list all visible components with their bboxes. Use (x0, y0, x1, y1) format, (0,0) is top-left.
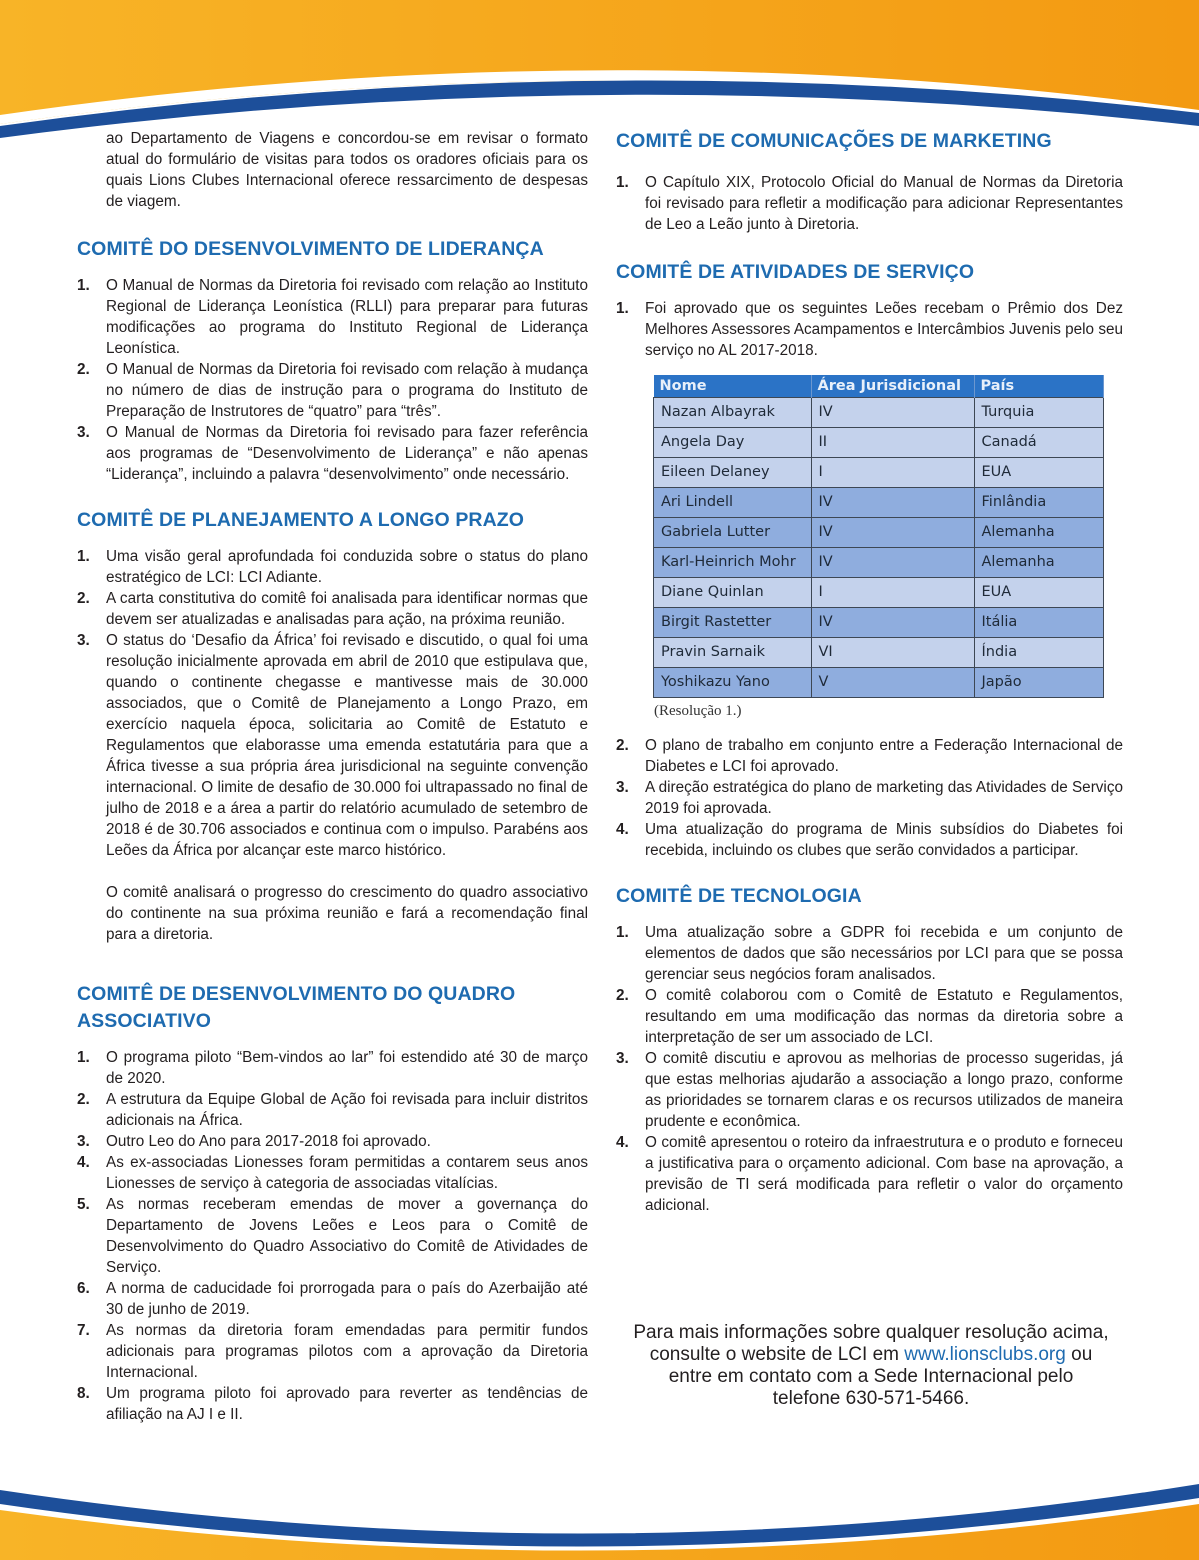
left-column (77, 128, 588, 1425)
list-item: 1. O Manual de Normas da Diretoria foi revisado com relação ao Instituto Regional de Liderança Leonística (RLLI) para preparar para futuras modificações ao programa do Instituto Regional de Liderança Leonística. (77, 277, 588, 357)
intro-paragraph: ao Departamento de Viagens e concordou-se em revisar o formato atual do formulário de visitas para todos os oradores oficiais para os quais Lions Clubes Internacional oferece ressarcimento de despesas de viagem. (106, 130, 588, 210)
table-row: Diane Quinlan I EUA (654, 578, 1104, 608)
website-link[interactable]: www.lionsclubs.org (904, 1344, 1066, 1365)
column-header-country: País (974, 375, 1104, 398)
list-item: 4. As ex-associadas Lionesses foram permitidas a contarem seus anos Lionesses de serviço à categoria de associadas vitalícias. (77, 1154, 588, 1192)
list-item: 2. A carta constitutiva do comitê foi analisada para identificar normas que devem ser atualizadas e analisadas para ação, na próxima reunião. (77, 590, 588, 628)
list-item: 6. A norma de caducidade foi prorrogada para o país do Azerbaijão até 30 de junho de 2019. (77, 1280, 588, 1318)
list-item: 1. O programa piloto “Bem-vindos ao lar” foi estendido até 30 de março de 2020. (77, 1049, 588, 1087)
list-item: 4. O comitê apresentou o roteiro da infraestrutura e o produto e forneceu a justificativa para o orçamento adicional. Com base na aprovação, a previsão de TI será modificada para refletir o valor do orçamento adicional. (616, 1134, 1123, 1214)
section-title-long-range: COMITÊ DE PLANEJAMENTO A LONGO PRAZO (77, 509, 525, 531)
marketing-list (616, 172, 1123, 235)
contact-line-1: Para mais informações sobre qualquer resolução acima, (633, 1322, 1109, 1343)
table-caption: (Resolução 1.) (654, 703, 742, 719)
section-title-marketing: COMITÊ DE COMUNICAÇÕES DE MARKETING (616, 130, 1052, 152)
service-list-rest (616, 735, 1123, 861)
table-row: Karl-Heinrich Mohr IV Alemanha (654, 548, 1104, 578)
list-item: 3. O comitê discutiu e aprovou as melhorias de processo sugeridas, já que estas melhorias ajudarão a associação a longo prazo, conforme as prioridades se tornarem claras e os recursos utilizados de maneira prudente e econômica. (616, 1050, 1123, 1130)
bottom-banner (0, 1470, 1199, 1560)
list-item: 3. Outro Leo do Ano para 2017-2018 foi aprovado. (77, 1133, 431, 1150)
list-item: 4. Uma atualização do programa de Minis subsídios do Diabetes foi recebida, incluindo os clubes que serão convidados a participar. (616, 821, 1123, 859)
list-item: 2. O Manual de Normas da Diretoria foi revisado com relação à mudança no número de dias de instrução para o programa do Instituto de Preparação de Instrutores de “quatro” para “três”. (77, 361, 588, 420)
section-title-membership: COMITÊ DE DESENVOLVIMENTO DO QUADRO ASSOCIATIVO (77, 983, 516, 1032)
top-banner (0, 0, 1199, 140)
table-row: Pravin Sarnaik VI Índia (654, 638, 1104, 668)
table-row: Ari Lindell IV Finlândia (654, 488, 1104, 518)
table-row: Yoshikazu Yano V Japão (654, 668, 1104, 698)
table-row: Birgit Rastetter IV Itália (654, 608, 1104, 638)
list-item: 8. Um programa piloto foi aprovado para reverter as tendências de afiliação na AJ I e II. (77, 1385, 588, 1423)
contact-line-2: consulte o website de LCI em www.lionsclubs.org ou (649, 1344, 1093, 1365)
service-list-first (616, 298, 1123, 361)
list-item: 2. A estrutura da Equipe Global de Ação foi revisada para incluir distritos adicionais na África. (77, 1091, 588, 1129)
list-item: 2. O comitê colaborou com o Comitê de Estatuto e Regulamentos, resultando em uma modificação das normas da diretoria sobre a interpretação de ser um associado de LCI. (616, 987, 1123, 1046)
table-row: Nazan Albayrak IV Turquia (654, 398, 1104, 428)
table-row: Eileen Delaney I EUA (654, 458, 1104, 488)
list-item: 3. A direção estratégica do plano de marketing das Atividades de Serviço 2019 foi aprovada. (616, 779, 1123, 817)
list-item: 3. O Manual de Normas da Diretoria foi revisado para fazer referência aos programas de “Desenvolvimento de Liderança” e não apenas “Liderança”, incluindo a palavra “desenvolvimento” onde necessário. (77, 424, 588, 483)
award-table-container (653, 375, 1123, 722)
long-range-note: O comitê analisará o progresso do crescimento do quadro associativo do continente na sua próxima reunião e fará a recomendação final para a diretoria. (106, 884, 588, 943)
long-range-list (77, 546, 588, 861)
right-column (616, 128, 1123, 1216)
list-item: 3. O status do ‘Desafio da África’ foi revisado e discutido, o qual foi uma resolução inicialmente aprovada em abril de 2010 que estipulava que, quando o continente chegasse e mantivesse mais de 30.000 associados, que o Comitê de Planejamento a Longo Prazo, em exercício naquela época, solicitaria ao Comitê de Estatuto e Regulamentos que elaborasse uma emenda estatutária para que a África tivesse a sua própria área jurisdicional na seguinte convenção internacional. O limite de desafio de 30.000 foi ultrapassado no final de julho de 2018 e a área a partir do relatório acumulado de setembro de 2018 é de 30.706 associados e continua com o impulso. Parabéns aos Leões da África por alcançar este marco histórico. (77, 632, 588, 859)
list-item: 1. Uma visão geral aprofundada foi conduzida sobre o status do plano estratégico de LCI: LCI Adiante. (77, 548, 588, 586)
section-title-leadership: COMITÊ DO DESENVOLVIMENTO DE LIDERANÇA (77, 238, 544, 260)
list-item: 1. O Capítulo XIX, Protocolo Oficial do Manual de Normas da Diretoria foi revisado para refletir a modificação para adicionar Representantes de Leo a Leão junto à Diretoria. (616, 174, 1123, 233)
section-title-service: COMITÊ DE ATIVIDADES DE SERVIÇO (616, 261, 975, 283)
list-item: 7. As normas da diretoria foram emendadas para permitir fundos adicionais para programas pilotos com a aprovação da Diretoria Internacional. (77, 1322, 588, 1381)
contact-line-4: telefone 630-571-5466. (772, 1388, 970, 1409)
list-item: 2. O plano de trabalho em conjunto entre a Federação Internacional de Diabetes e LCI foi aprovado. (616, 737, 1123, 775)
column-header-area: Área Jurisdicional (811, 375, 974, 398)
award-table (653, 375, 1104, 698)
list-item: 1. Uma atualização sobre a GDPR foi recebida e um conjunto de elementos de dados que são necessários por LCI para que se possa gerenciar seus negócios foram analisados. (616, 924, 1123, 983)
contact-line-3: entre em contato com a Sede Internacional pelo (668, 1366, 1074, 1387)
membership-list (77, 1047, 588, 1425)
table-row: Gabriela Lutter IV Alemanha (654, 518, 1104, 548)
column-header-name: Nome (654, 375, 812, 398)
table-header-row (654, 375, 1104, 398)
leadership-list (77, 275, 588, 485)
table-row: Angela Day II Canadá (654, 428, 1104, 458)
list-item: 5. As normas receberam emendas de mover a governança do Departamento de Jovens Leões e Leos para o Comitê de Desenvolvimento do Quadro Associativo do Comitê de Atividades de Serviço. (77, 1196, 588, 1276)
technology-list (616, 922, 1123, 1216)
section-title-technology: COMITÊ DE TECNOLOGIA (616, 885, 862, 907)
list-item: 1. Foi aprovado que os seguintes Leões recebam o Prêmio dos Dez Melhores Assessores Acampamentos e Intercâmbios Juvenis pelo seu serviço no AL 2017-2018. (616, 300, 1123, 359)
contact-info (616, 1322, 1126, 1410)
